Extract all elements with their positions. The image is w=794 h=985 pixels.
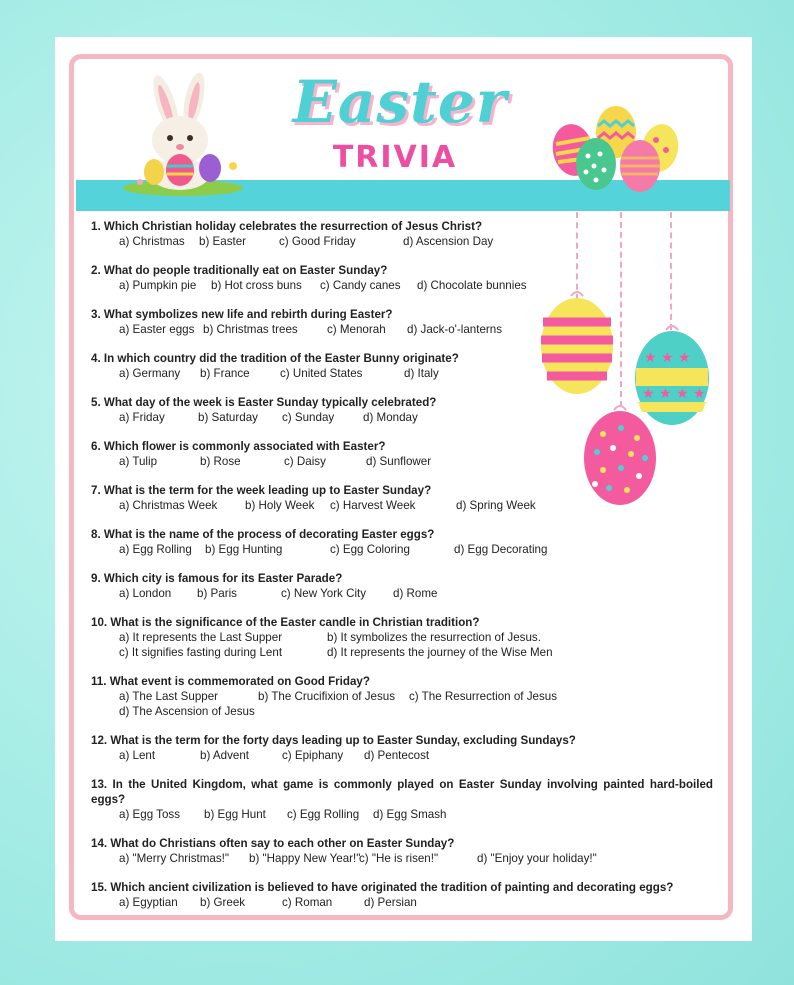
answer-option: b) France [200, 367, 250, 380]
svg-text:★ ★ ★: ★ ★ ★ [644, 350, 691, 366]
question-item [91, 733, 713, 763]
question-item [91, 777, 713, 822]
question-text: 14. What do Christians often say to each other on Easter Sunday? [91, 837, 455, 850]
answer-option: d) It represents the journey of the Wise Men [327, 646, 553, 659]
question-text: 7. What is the term for the week leading up to Easter Sunday? [91, 484, 432, 497]
answer-options [91, 322, 713, 337]
answer-options [91, 410, 713, 425]
answer-option: a) Egyptian [119, 896, 178, 909]
question-item [91, 439, 713, 469]
answer-option: b) "Happy New Year!" [249, 852, 361, 865]
answer-option: c) Daisy [284, 455, 326, 468]
question-item [91, 880, 713, 910]
answer-option: d) Italy [404, 367, 439, 380]
answer-options [91, 498, 713, 513]
answer-option: b) The Crucifixion of Jesus [258, 690, 396, 703]
answer-option: d) Sunflower [366, 455, 432, 468]
question-item [91, 483, 713, 513]
answer-options [91, 542, 713, 557]
question-text: 13. In the United Kingdom, what game is commonly played on Easter Sunday involving painted hard-boiled eggs? [91, 778, 713, 806]
answer-option: c) Good Friday [279, 235, 356, 248]
answer-option: d) "Enjoy your holiday!" [477, 852, 597, 865]
question-list [91, 219, 713, 910]
question-text: 6. Which flower is commonly associated with Easter? [91, 440, 386, 453]
answer-option: c) New York City [281, 587, 367, 600]
answer-option: c) United States [280, 367, 363, 380]
answer-options [91, 234, 713, 249]
answer-option: b) Hot cross buns [211, 279, 302, 292]
question-text: 4. In which country did the tradition of the Easter Bunny originate? [91, 352, 459, 365]
question-item [91, 836, 713, 866]
answer-option: a) It represents the Last Supper [119, 631, 283, 644]
page-title: Easter [292, 68, 508, 136]
answer-options [91, 748, 713, 763]
question-text: 5. What day of the week is Easter Sunday typically celebrated? [91, 396, 437, 409]
answer-option: b) Greek [200, 896, 246, 909]
answer-option: c) Roman [282, 896, 333, 909]
question-item [91, 219, 713, 249]
egg-cluster-illustration [548, 104, 683, 196]
answer-option: c) It signifies fasting during Lent [119, 646, 283, 659]
answer-option: a) The Last Supper [119, 690, 219, 703]
answer-options [91, 689, 713, 719]
answer-option: d) The Ascension of Jesus [119, 705, 255, 718]
answer-option: c) Harvest Week [330, 499, 416, 512]
answer-option: b) Holy Week [245, 499, 315, 512]
question-item [91, 263, 713, 293]
page-subtitle: TRIVIA [332, 140, 458, 175]
question-text: 3. What symbolizes new life and rebirth during Easter? [91, 308, 393, 321]
question-item [91, 571, 713, 601]
answer-option: a) Christmas Week [119, 499, 218, 512]
question-item [91, 527, 713, 557]
question-text: 10. What is the significance of the Easter candle in Christian tradition? [91, 616, 480, 629]
answer-option: a) "Merry Christmas!" [119, 852, 230, 865]
answer-options [91, 630, 713, 660]
answer-options [91, 278, 713, 293]
question-item [91, 395, 713, 425]
answer-option: b) Christmas trees [203, 323, 298, 336]
answer-option: b) It symbolizes the resurrection of Jesus. [327, 631, 541, 644]
question-item [91, 307, 713, 337]
answer-option: b) Paris [197, 587, 237, 600]
answer-option: a) Christmas [119, 235, 185, 248]
answer-option: b) Egg Hunt [204, 808, 266, 821]
answer-option: d) Rome [393, 587, 438, 600]
answer-option: d) Persian [364, 896, 417, 909]
question-text: 1. Which Christian holiday celebrates the resurrection of Jesus Christ? [91, 220, 483, 233]
question-item [91, 615, 713, 660]
question-text: 9. Which city is famous for its Easter Parade? [91, 572, 343, 585]
answer-options [91, 895, 713, 910]
answer-option: a) Tulip [119, 455, 158, 468]
answer-option: c) The Resurrection of Jesus [409, 690, 557, 703]
answer-option: d) Chocolate bunnies [417, 279, 527, 292]
answer-option: a) Pumpkin pie [119, 279, 197, 292]
answer-option: b) Saturday [198, 411, 258, 424]
answer-option: c) Candy canes [320, 279, 401, 292]
answer-option: c) "He is risen!" [359, 852, 439, 865]
answer-option: c) Epiphany [282, 749, 344, 762]
answer-options [91, 807, 713, 822]
answer-option: b) Rose [200, 455, 241, 468]
answer-option: b) Egg Hunting [205, 543, 283, 556]
question-text: 12. What is the term for the forty days leading up to Easter Sunday, excluding Sundays? [91, 734, 576, 747]
answer-option: a) Lent [119, 749, 156, 762]
answer-options [91, 851, 713, 866]
question-item [91, 351, 713, 381]
answer-options [91, 366, 713, 381]
answer-option: a) Friday [119, 411, 165, 424]
answer-option: a) Egg Toss [119, 808, 181, 821]
answer-option: c) Egg Rolling [287, 808, 360, 821]
answer-option: c) Sunday [282, 411, 335, 424]
answer-option: d) Ascension Day [403, 235, 494, 248]
answer-option: d) Pentecost [364, 749, 430, 762]
answer-options [91, 454, 713, 469]
answer-option: c) Egg Coloring [330, 543, 410, 556]
answer-option: a) Germany [119, 367, 181, 380]
answer-option: d) Spring Week [456, 499, 536, 512]
answer-option: b) Easter [199, 235, 247, 248]
svg-text:★ ★ ★ ★: ★ ★ ★ ★ [642, 386, 706, 402]
answer-option: b) Advent [200, 749, 249, 762]
answer-option: a) Egg Rolling [119, 543, 192, 556]
answer-options [91, 586, 713, 601]
answer-option: a) Easter eggs [119, 323, 195, 336]
answer-option: c) Menorah [327, 323, 386, 336]
answer-option: a) London [119, 587, 172, 600]
bunny-illustration [118, 70, 248, 198]
question-item [91, 674, 713, 719]
question-text: 11. What event is commemorated on Good Friday? [91, 675, 370, 688]
answer-option: d) Egg Smash [373, 808, 447, 821]
question-text: 8. What is the name of the process of decorating Easter eggs? [91, 528, 435, 541]
answer-option: d) Jack-o'-lanterns [407, 323, 502, 336]
answer-option: d) Egg Decorating [454, 543, 548, 556]
question-text: 15. Which ancient civilization is believed to have originated the tradition of painting and decorating eggs? [91, 881, 674, 894]
question-text: 2. What do people traditionally eat on Easter Sunday? [91, 264, 388, 277]
answer-option: d) Monday [363, 411, 418, 424]
